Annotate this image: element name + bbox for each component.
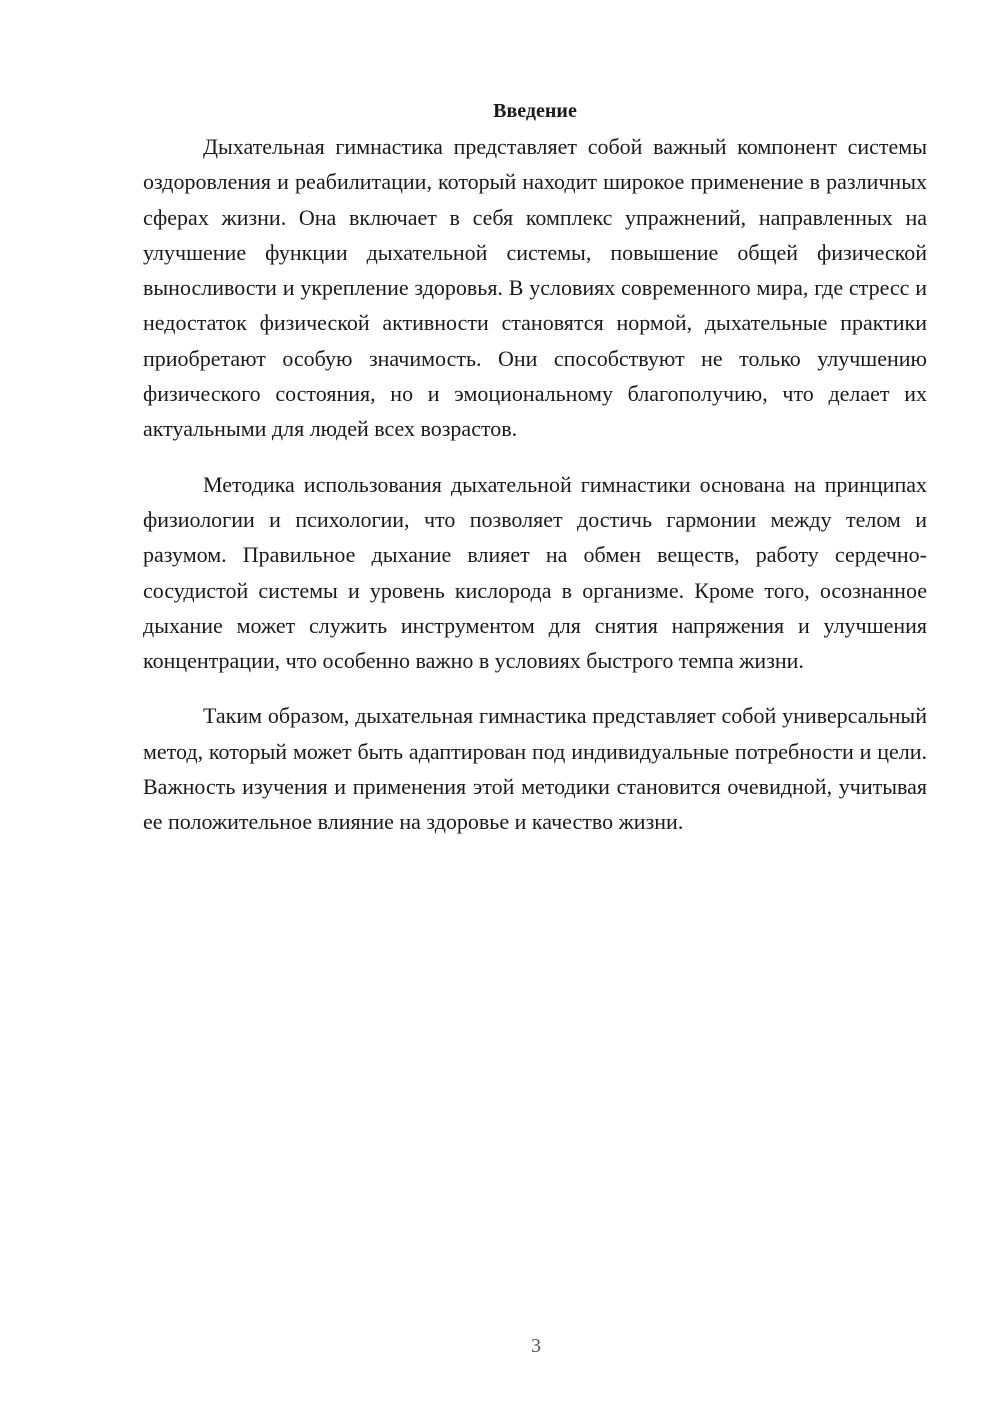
paragraph-1: Дыхательная гимнастика представляет собой важный компонент системы оздоровления и реабилитации, который находит широкое применение в различных сферах жизни. Она включает в себя комплекс упражнений, направленных на улучшение функции дыхательной системы, повышение общей физической выносливости и укрепление здоровья. В условиях современного мира, где стресс и недостаток физической активности становятся нормой, дыхательные практики приобретают особую значимость. Они способствуют не только улучшению физического состояния, но и эмоциональному благополучию, что делает их актуальными для людей всех возрастов. [143, 134, 927, 442]
paragraph-3: Таким образом, дыхательная гимнастика представляет собой универсальный метод, который может быть адаптирован под индивидуальные потребности и цели. Важность изучения и применения этой методики становится очевидной, учитывая ее положительное влияние на здоровье и качество жизни. [143, 703, 927, 835]
paragraph-2: Методика использования дыхательной гимнастики основана на принципах физиологии и психологии, что позволяет достичь гармонии между телом и разумом. Правильное дыхание влияет на обмен веществ, работу сердечно-сосудистой системы и уровень кислорода в организме. Кроме того, осознанное дыхание может служить инструментом для снятия напряжения и улучшения концентрации, что особенно важно в условиях быстрого темпа жизни. [143, 471, 927, 674]
document-body [143, 94, 927, 840]
page-number: 3 [531, 1335, 541, 1357]
section-heading: Введение [493, 100, 577, 122]
